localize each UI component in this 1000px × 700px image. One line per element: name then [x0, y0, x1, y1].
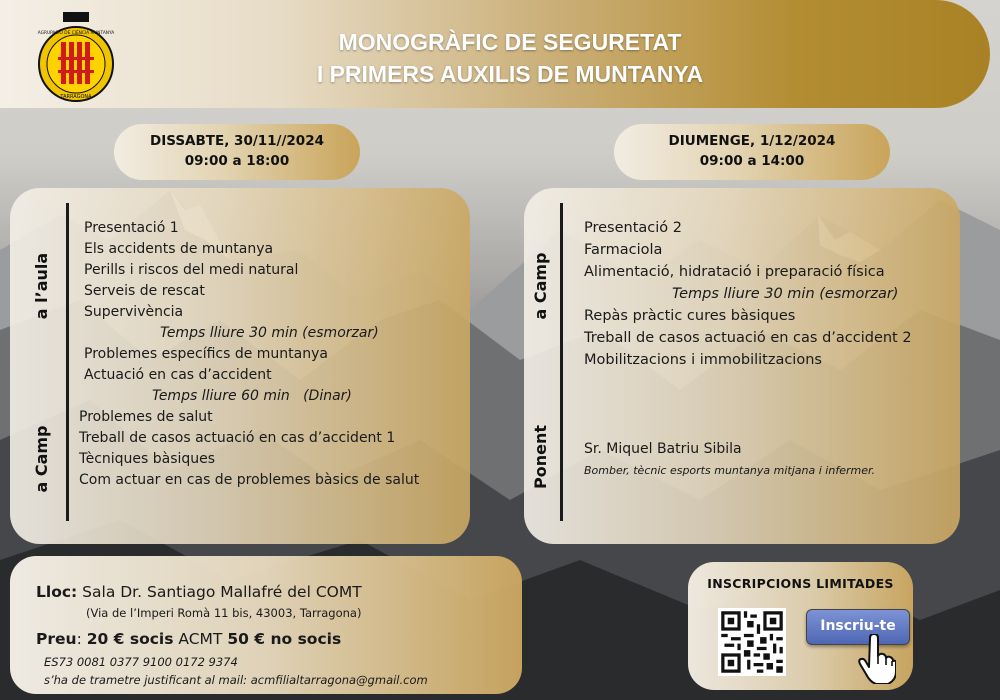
list-item: Alimentació, hidratació i preparació física	[584, 264, 885, 280]
list-item: Treball de casos actuació en cas d’accident 1	[79, 430, 396, 446]
title-line-1: MONOGRÀFIC DE SEGURETAT	[338, 29, 682, 55]
bank-account: ES73 0081 0377 9100 0172 9374	[44, 655, 238, 669]
venue-line	[36, 583, 362, 601]
list-item: Treball de casos actuació en cas d’accident 2	[584, 330, 912, 346]
list-item: Serveis de rescat	[84, 283, 205, 299]
day1-date: DISSABTE, 30/11//2024	[149, 133, 324, 149]
break-item: Temps lliure 60 min (Dinar)	[152, 388, 352, 404]
list-item: Mobilitzacions i immobilitzacions	[584, 352, 822, 368]
day1-label-camp: a Camp	[32, 425, 51, 493]
day2-time: 09:00 a 14:00	[699, 153, 805, 169]
speaker-description: Bomber, tècnic esports muntanya mitjana i infermer.	[584, 464, 875, 477]
inscription-box	[688, 562, 913, 690]
list-item: Problemes de salut	[79, 409, 213, 425]
list-item: Tècniques bàsiques	[79, 451, 216, 467]
list-item: Farmaciola	[584, 242, 663, 258]
day2-date-pill	[614, 124, 890, 180]
list-item: Actuació en cas d’accident	[84, 367, 272, 383]
day1-time: 09:00 a 18:00	[184, 153, 290, 169]
price-line: Preu: 20 € socis ACMT 50 € no socis	[36, 630, 342, 648]
club-shield-logo	[36, 12, 116, 104]
logo-text-bottom: TARRAGONA	[60, 94, 92, 100]
price-label: Preu	[36, 630, 77, 648]
list-item: Supervivència	[84, 304, 184, 320]
day2-date: DIUMENGE, 1/12/2024	[668, 133, 836, 149]
list-item: Perills i riscos del medi natural	[84, 262, 299, 278]
day2-label-camp: a Camp	[531, 252, 550, 320]
pointing-hand-icon	[856, 634, 896, 684]
register-button[interactable]: Inscriu-te	[806, 609, 910, 645]
day2-divider	[560, 203, 563, 521]
logo-text-top: AGRUPACIÓ DE CIÈNCIA MUNTANYA	[37, 31, 115, 36]
qr-code-icon[interactable]	[718, 608, 786, 676]
day1-divider	[66, 203, 69, 521]
day2-label-ponent: Ponent	[531, 425, 550, 489]
list-item: Com actuar en cas de problemes bàsics de salut	[79, 472, 420, 488]
price-non-members: 50 € no socis	[227, 630, 342, 648]
list-item: Problemes específics de muntanya	[84, 346, 328, 362]
price-club: ACMT	[178, 630, 223, 648]
price-members: 20 € socis	[86, 630, 174, 648]
page-title	[270, 26, 750, 90]
venue-value: Sala Dr. Santiago Mallafré del COMT	[82, 583, 362, 601]
list-item: Els accidents de muntanya	[84, 241, 274, 257]
speaker-name: Sr. Miquel Batriu Sibila	[584, 441, 742, 457]
list-item: Presentació 2	[584, 220, 682, 236]
payment-note: s’ha de trametre justificant al mail: acmfilialtarragona@gmail.com	[44, 673, 428, 687]
inscription-title: INSCRIPCIONS LIMITADES	[707, 576, 894, 591]
venue-address: (Via de l’Imperi Romà 11 bis, 43003, Tarragona)	[86, 606, 362, 620]
venue-price-box	[10, 556, 522, 694]
venue-label: Lloc:	[36, 583, 78, 601]
list-item: Presentació 1	[84, 220, 179, 236]
day1-label-aula: a l’aula	[32, 252, 51, 320]
day1-date-pill	[114, 124, 360, 180]
title-line-2: I PRIMERS AUXILIS DE MUNTANYA	[316, 61, 704, 87]
break-item: Temps lliure 30 min (esmorzar)	[160, 325, 379, 341]
list-item: Repàs pràctic cures bàsiques	[584, 308, 796, 324]
break-item: Temps lliure 30 min (esmorzar)	[672, 286, 899, 302]
